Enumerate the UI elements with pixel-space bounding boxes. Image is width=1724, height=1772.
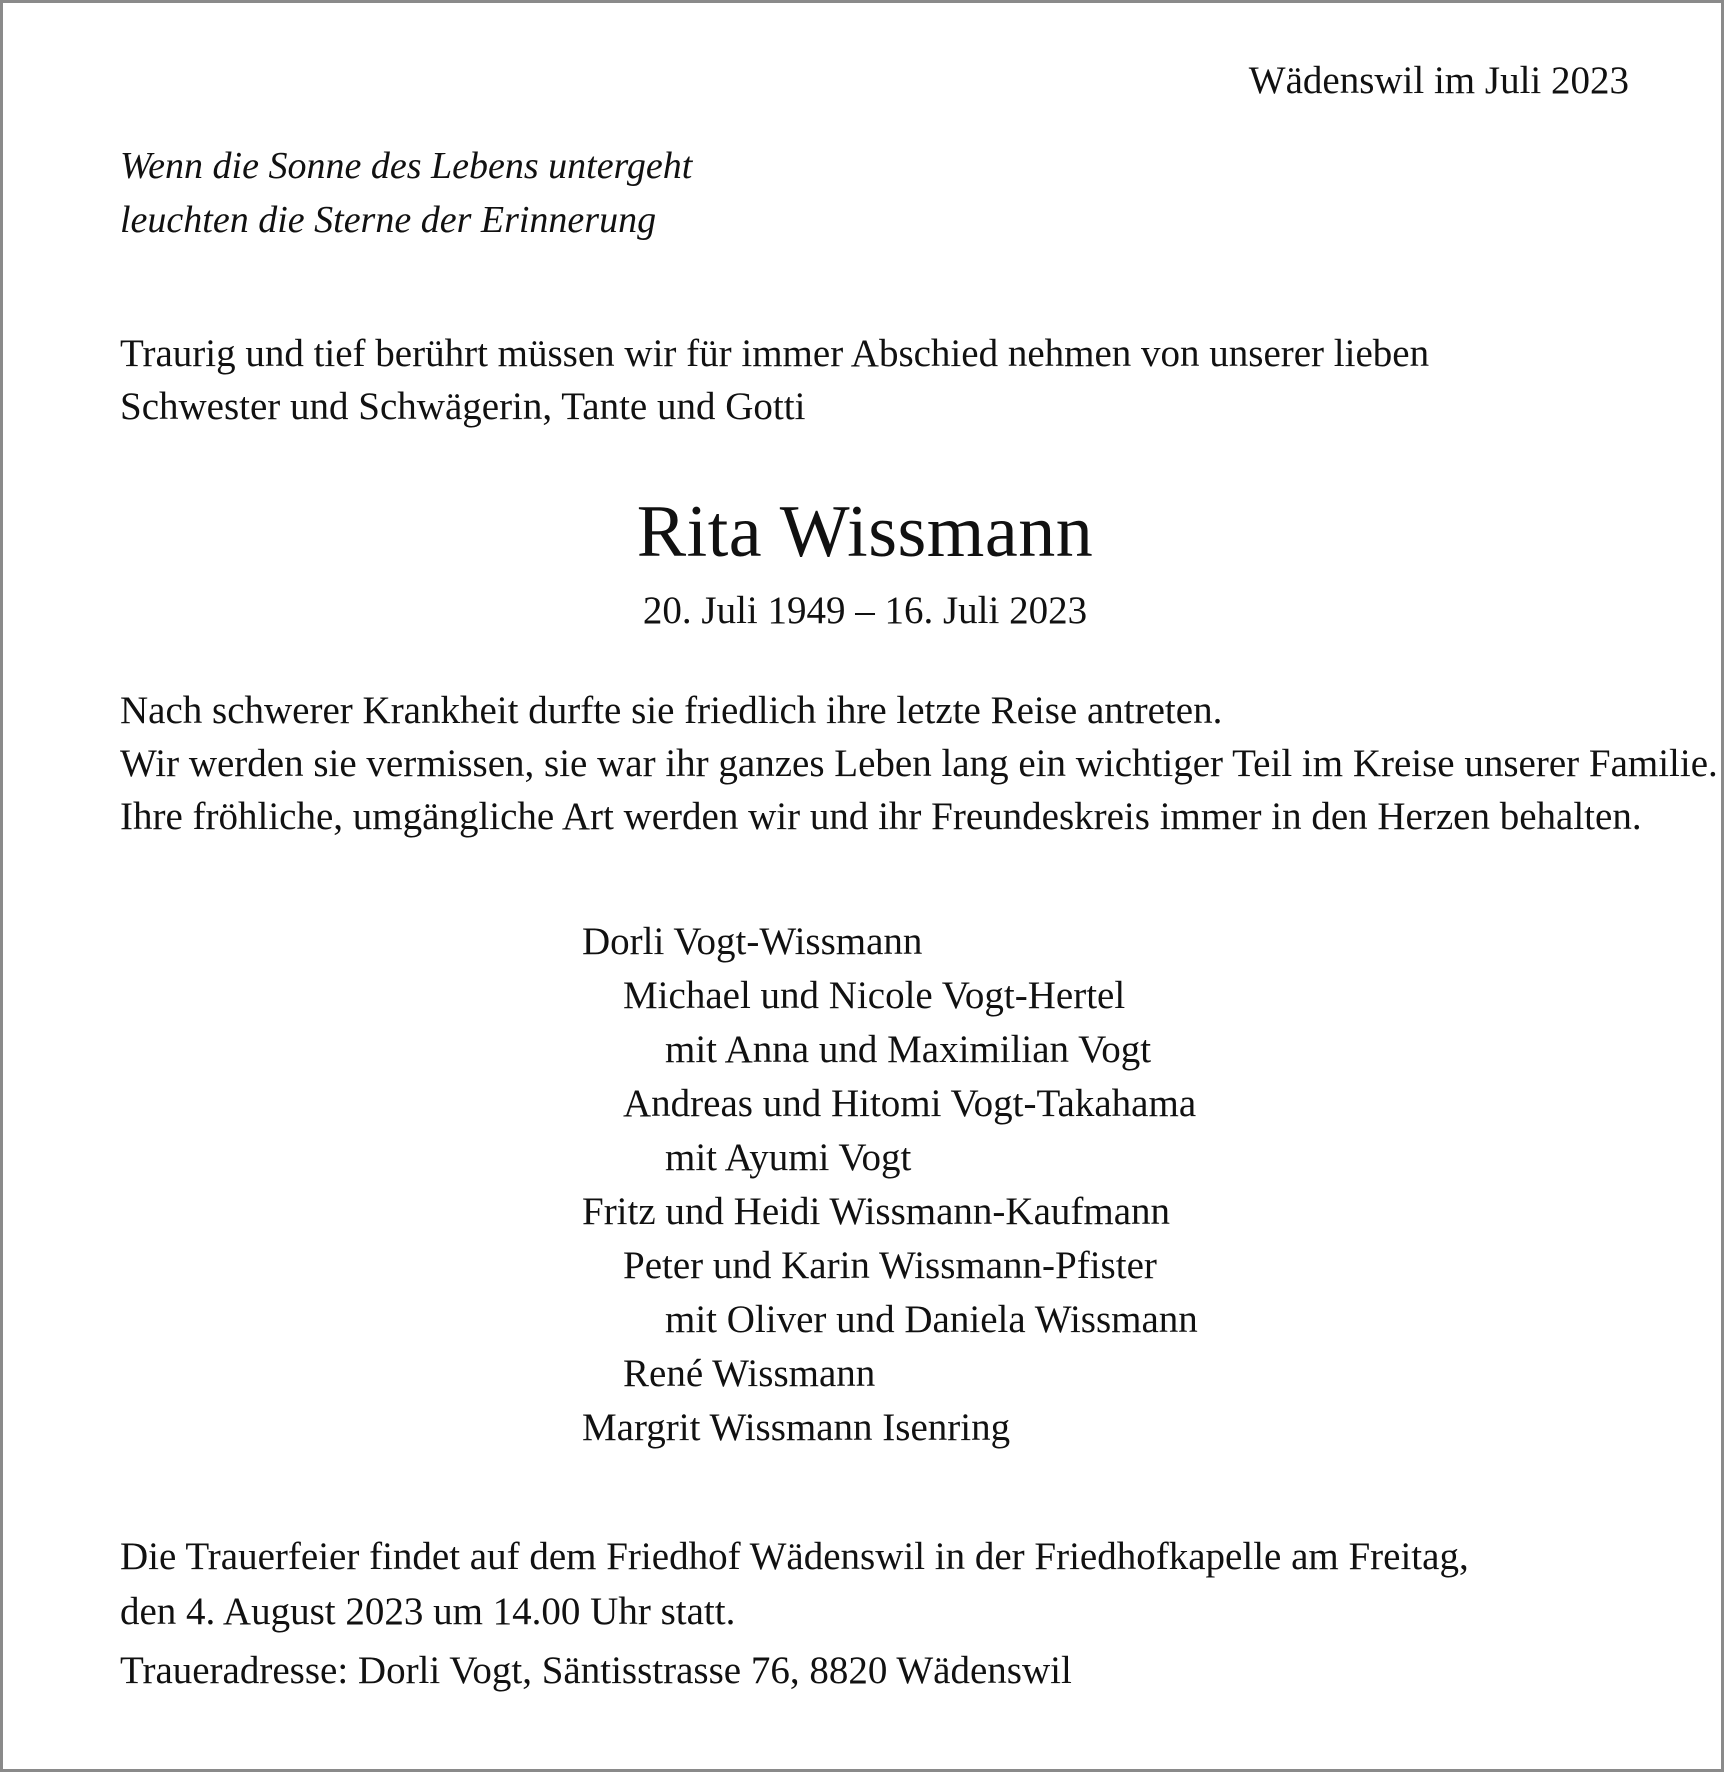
mourner-entry: Margrit Wissmann Isenring — [582, 1406, 1011, 1449]
mourner-entry: René Wissmann — [623, 1352, 876, 1395]
motto-line: leuchten die Sterne der Erinnerung — [120, 199, 657, 241]
place-date: Wädenswil im Juli 2023 — [1248, 59, 1629, 102]
mourner-entry: Fritz und Heidi Wissmann-Kaufmann — [582, 1190, 1171, 1233]
mourner-entry: mit Anna und Maximilian Vogt — [665, 1028, 1152, 1071]
message-line: Nach schwerer Krankheit durfte sie friedlich ihre letzte Reise antreten. — [120, 689, 1223, 732]
mourner-entry: Dorli Vogt-Wissmann — [582, 920, 923, 963]
intro-line: Traurig und tief berührt müssen wir für immer Abschied nehmen von unserer lieben — [120, 332, 1430, 375]
mourner-entry: Michael und Nicole Vogt-Hertel — [623, 974, 1126, 1017]
motto-line: Wenn die Sonne des Lebens untergeht — [120, 145, 693, 187]
mourners-list — [582, 915, 1198, 1455]
mourning-address: Traueradresse: Dorli Vogt, Säntisstrasse 76, 8820 Wädenswil — [120, 1649, 1072, 1692]
intro-text — [120, 327, 1429, 433]
mourner-entry: mit Ayumi Vogt — [665, 1136, 912, 1179]
motto-verse — [120, 139, 692, 247]
life-dates: 20. Juli 1949 – 16. Juli 2023 — [642, 589, 1088, 632]
ceremony-line: Die Trauerfeier findet auf dem Friedhof Wädenswil in der Friedhofkapelle am Freitag, — [120, 1535, 1469, 1578]
message-line: Ihre fröhliche, umgängliche Art werden wir und ihr Freundeskreis immer in den Herzen behalten. — [120, 795, 1642, 838]
ceremony-line: den 4. August 2023 um 14.00 Uhr statt. — [120, 1590, 736, 1633]
mourner-entry: Andreas und Hitomi Vogt-Takahama — [623, 1082, 1197, 1125]
mourner-entry: mit Oliver und Daniela Wissmann — [665, 1298, 1198, 1341]
message-line: Wir werden sie vermissen, sie war ihr ganzes Leben lang ein wichtiger Teil im Kreise unserer Familie. — [120, 742, 1718, 785]
intro-line: Schwester und Schwägerin, Tante und Gotti — [120, 385, 806, 428]
deceased-name: Rita Wissmann — [636, 491, 1094, 573]
memorial-message — [120, 684, 1718, 843]
ceremony-info — [120, 1529, 1469, 1639]
mourner-entry: Peter und Karin Wissmann-Pfister — [623, 1244, 1157, 1287]
